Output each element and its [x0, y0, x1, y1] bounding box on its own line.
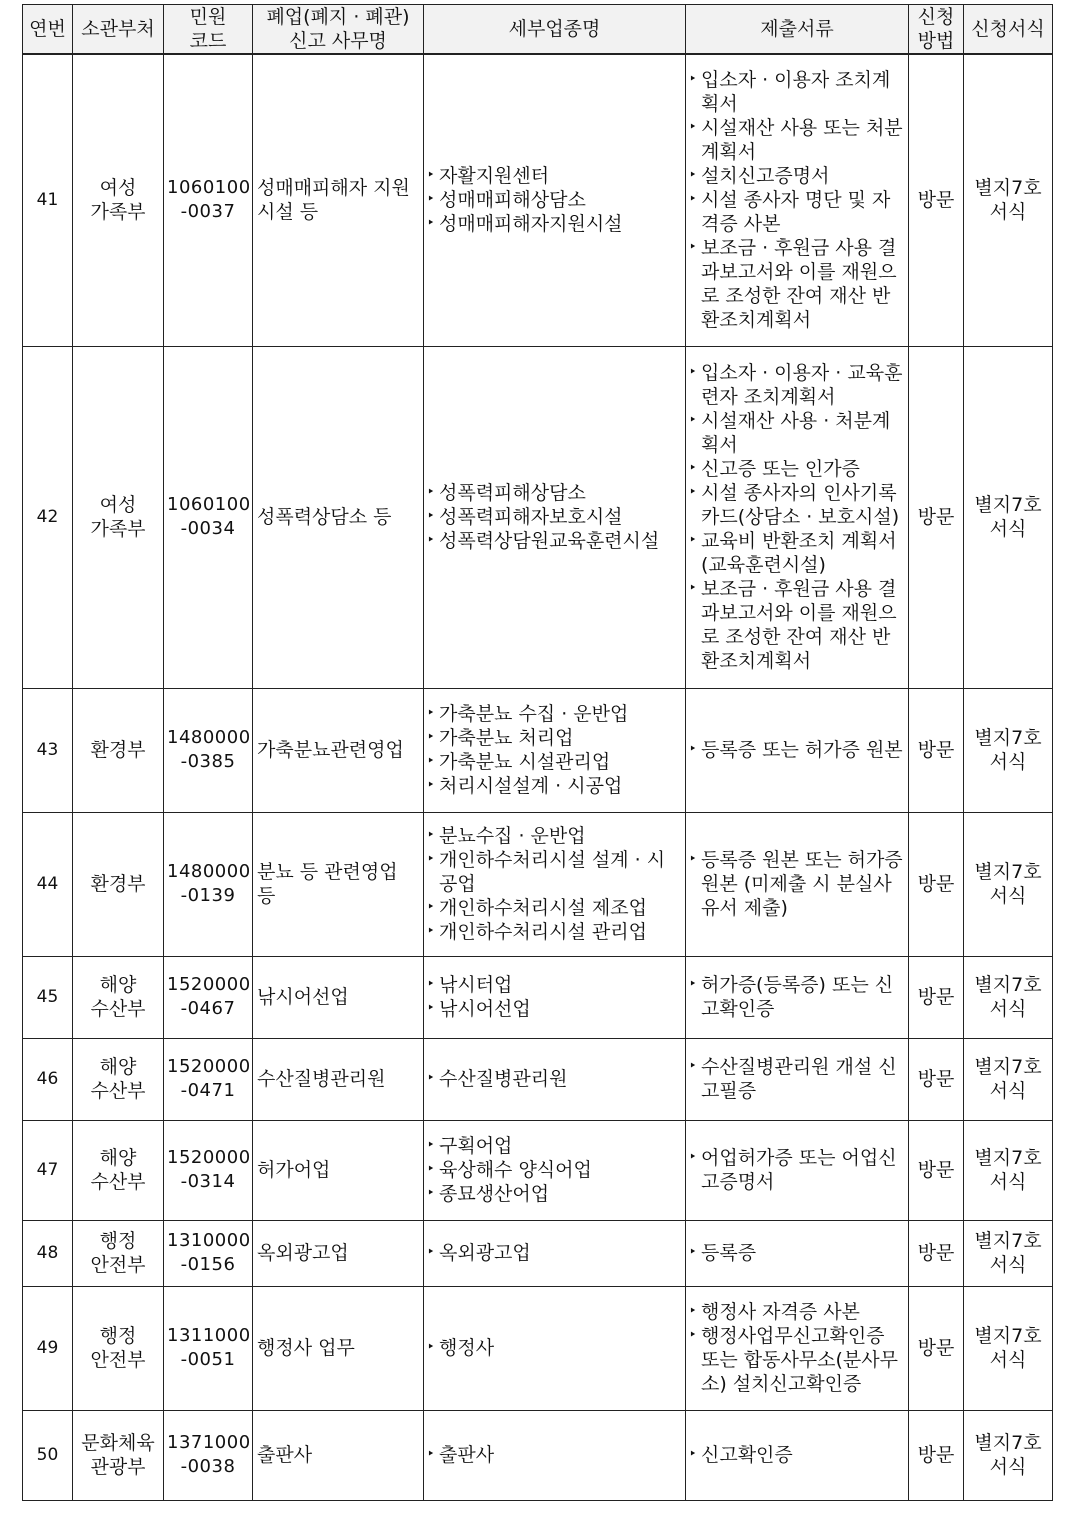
- form-line: 별지7호: [974, 1056, 1042, 1078]
- table-row: [23, 1120, 1053, 1220]
- row-office-name: 행정사 업무: [253, 1286, 424, 1410]
- form-line: 별지7호: [974, 861, 1042, 883]
- business-item: ‣ 개인하수처리시설 관리업: [427, 920, 682, 944]
- document-item: ‣ 신고증 또는 인가증: [689, 457, 905, 481]
- code-line: -0385: [180, 751, 236, 772]
- business-item: ‣ 개인하수처리시설 제조업: [427, 896, 682, 920]
- header-form: 신청서식: [964, 5, 1053, 55]
- business-list: [427, 1443, 682, 1467]
- dept-line: 수산부: [90, 1080, 146, 1102]
- table-row: [23, 956, 1053, 1038]
- dept-line: 해양: [99, 1056, 137, 1078]
- form-line: 서식: [989, 998, 1027, 1020]
- business-item: ‣ 성매매피해상담소: [427, 188, 682, 212]
- document-item: ‣ 설치신고증명서: [689, 164, 905, 188]
- dept-line: 환경부: [90, 739, 146, 761]
- business-item: ‣ 처리시설설계 · 시공업: [427, 774, 682, 798]
- row-code: [164, 1038, 253, 1120]
- row-number: 45: [23, 956, 73, 1038]
- form-line: 별지7호: [974, 1147, 1042, 1169]
- form-line: 서식: [989, 751, 1027, 773]
- business-item: ‣ 분뇨수집 · 운반업: [427, 824, 682, 848]
- dept-line: 가족부: [90, 201, 146, 224]
- document-item: ‣ 등록증: [689, 1241, 905, 1265]
- row-business: [424, 1120, 686, 1220]
- row-business: [424, 1038, 686, 1120]
- table-row: [23, 1220, 1053, 1286]
- form-line: 별지7호: [974, 974, 1042, 996]
- form-line: 서식: [989, 1456, 1027, 1478]
- row-business: [424, 346, 686, 688]
- code-line: -0467: [180, 998, 236, 1019]
- code-line: 1060100: [167, 177, 251, 199]
- row-business: [424, 1410, 686, 1500]
- row-documents: [686, 1286, 909, 1410]
- dept-line: 안전부: [90, 1349, 146, 1371]
- form-line: 별지7호: [974, 1432, 1042, 1454]
- row-code: [164, 812, 253, 956]
- row-dept: [73, 1120, 164, 1220]
- row-documents: [686, 346, 909, 688]
- row-office-name: 성매매피해자 지원시설 등: [253, 54, 424, 346]
- document-item: ‣ 보조금 · 후원금 사용 결과보고서와 이를 재원으로 조성한 잔여 재산 반환조치계획서: [689, 577, 905, 673]
- business-item: ‣ 가축분뇨 처리업: [427, 726, 682, 750]
- table-body: [23, 54, 1053, 1500]
- row-form: [964, 1220, 1053, 1286]
- row-method: 방문: [909, 346, 964, 688]
- document-item: ‣ 시설 종사자 명단 및 자격증 사본: [689, 188, 905, 236]
- business-item: ‣ 자활지원센터: [427, 164, 682, 188]
- row-dept: [73, 1038, 164, 1120]
- form-line: 서식: [989, 201, 1027, 224]
- form-line: 서식: [989, 885, 1027, 907]
- row-business: [424, 688, 686, 812]
- form-line: 서식: [989, 1349, 1027, 1371]
- business-list: [427, 1134, 682, 1206]
- row-form: [964, 54, 1053, 346]
- row-number: 49: [23, 1286, 73, 1410]
- header-office: 폐업(폐지 · 폐관) 신고 사무명: [253, 5, 424, 55]
- document-list: [689, 68, 905, 332]
- business-item: ‣ 출판사: [427, 1443, 682, 1467]
- table-row: [23, 346, 1053, 688]
- document-list: [689, 1300, 905, 1396]
- code-line: 1480000: [167, 727, 251, 748]
- dept-line: 관광부: [90, 1456, 146, 1478]
- row-documents: [686, 956, 909, 1038]
- row-dept: [73, 1220, 164, 1286]
- row-dept: [73, 956, 164, 1038]
- business-item: ‣ 낚시어선업: [427, 997, 682, 1021]
- table-row: [23, 688, 1053, 812]
- document-item: ‣ 입소자 · 이용자 조치계획서: [689, 68, 905, 116]
- row-method: 방문: [909, 1220, 964, 1286]
- row-method: 방문: [909, 956, 964, 1038]
- business-list: [427, 824, 682, 944]
- row-number: 43: [23, 688, 73, 812]
- form-line: 별지7호: [974, 727, 1042, 749]
- row-office-name: 출판사: [253, 1410, 424, 1500]
- business-item: ‣ 구획어업: [427, 1134, 682, 1158]
- business-list: [427, 1336, 682, 1360]
- row-number: 46: [23, 1038, 73, 1120]
- code-line: -0139: [180, 885, 236, 906]
- document-item: ‣ 행정사업무신고확인증 또는 합동사무소(분사무소) 설치신고확인증: [689, 1324, 905, 1396]
- code-line: -0038: [180, 1456, 236, 1477]
- business-item: ‣ 성폭력상담원교육훈련시설: [427, 529, 682, 553]
- document-item: ‣ 등록증 원본 또는 허가증 원본 (미제출 시 분실사유서 제출): [689, 848, 905, 920]
- business-list: [427, 1241, 682, 1265]
- row-business: [424, 812, 686, 956]
- row-number: 50: [23, 1410, 73, 1500]
- row-dept: [73, 346, 164, 688]
- dept-line: 수산부: [90, 1171, 146, 1193]
- form-line: 별지7호: [974, 494, 1042, 516]
- row-business: [424, 54, 686, 346]
- dept-line: 행정: [99, 1230, 137, 1252]
- code-line: -0156: [180, 1254, 236, 1275]
- code-line: 1480000: [167, 861, 251, 882]
- row-office-name: 허가어업: [253, 1120, 424, 1220]
- row-office-name: 분뇨 등 관련영업 등: [253, 812, 424, 956]
- document-list: [689, 848, 905, 920]
- dept-line: 해양: [99, 974, 137, 996]
- row-form: [964, 346, 1053, 688]
- header-method: 신청 방법: [909, 5, 964, 55]
- form-line: 서식: [989, 1171, 1027, 1193]
- document-list: [689, 1055, 905, 1103]
- document-item: ‣ 수산질병관리원 개설 신고필증: [689, 1055, 905, 1103]
- document-list: [689, 361, 905, 673]
- dept-line: 가족부: [90, 518, 146, 540]
- row-dept: [73, 54, 164, 346]
- row-code: [164, 1410, 253, 1500]
- row-code: [164, 956, 253, 1038]
- header-code: 민원 코드: [164, 5, 253, 55]
- document-item: ‣ 어업허가증 또는 어업신고증명서: [689, 1146, 905, 1194]
- document-item: ‣ 신고확인증: [689, 1443, 905, 1467]
- business-item: ‣ 성매매피해자지원시설: [427, 212, 682, 236]
- row-documents: [686, 1220, 909, 1286]
- row-form: [964, 1286, 1053, 1410]
- row-number: 41: [23, 54, 73, 346]
- dept-line: 안전부: [90, 1254, 146, 1276]
- row-form: [964, 956, 1053, 1038]
- business-item: ‣ 종묘생산어업: [427, 1182, 682, 1206]
- document-item: ‣ 시설재산 사용 · 처분계획서: [689, 409, 905, 457]
- table-row: [23, 812, 1053, 956]
- header-documents: 제출서류: [686, 5, 909, 55]
- document-item: ‣ 등록증 또는 허가증 원본: [689, 738, 905, 762]
- row-form: [964, 1410, 1053, 1500]
- row-code: [164, 54, 253, 346]
- code-line: 1310000: [167, 1230, 251, 1251]
- row-form: [964, 1038, 1053, 1120]
- row-method: 방문: [909, 1120, 964, 1220]
- dept-line: 여성: [99, 177, 137, 200]
- row-documents: [686, 812, 909, 956]
- row-method: 방문: [909, 54, 964, 346]
- business-item: ‣ 옥외광고업: [427, 1241, 682, 1265]
- code-line: 1311000: [167, 1325, 251, 1346]
- row-documents: [686, 1120, 909, 1220]
- business-item: ‣ 낚시터업: [427, 973, 682, 997]
- row-office-name: 낚시어선업: [253, 956, 424, 1038]
- row-method: 방문: [909, 1410, 964, 1500]
- table-row: [23, 1038, 1053, 1120]
- header-dept: 소관부처: [73, 5, 164, 55]
- row-number: 42: [23, 346, 73, 688]
- row-code: [164, 1120, 253, 1220]
- document-list: [689, 973, 905, 1021]
- document-item: ‣ 보조금 · 후원금 사용 결과보고서와 이를 재원으로 조성한 잔여 재산 반환조치계획서: [689, 236, 905, 332]
- form-line: 별지7호: [974, 177, 1042, 200]
- row-office-name: 수산질병관리원: [253, 1038, 424, 1120]
- row-method: 방문: [909, 812, 964, 956]
- business-item: ‣ 육상해수 양식어업: [427, 1158, 682, 1182]
- form-line: 서식: [989, 1254, 1027, 1276]
- document-item: ‣ 입소자 · 이용자 · 교육훈련자 조치계획서: [689, 361, 905, 409]
- dept-line: 해양: [99, 1147, 137, 1169]
- row-business: [424, 956, 686, 1038]
- row-business: [424, 1220, 686, 1286]
- document-list: [689, 1241, 905, 1265]
- row-form: [964, 812, 1053, 956]
- code-line: -0037: [180, 201, 236, 223]
- dept-line: 여성: [99, 494, 137, 516]
- license-closure-table: [22, 4, 1053, 1501]
- row-number: 44: [23, 812, 73, 956]
- code-line: 1520000: [167, 974, 251, 995]
- row-documents: [686, 1038, 909, 1120]
- business-item: ‣ 행정사: [427, 1336, 682, 1360]
- row-number: 47: [23, 1120, 73, 1220]
- document-item: ‣ 교육비 반환조치 계획서(교육훈련시설): [689, 529, 905, 577]
- table-row: [23, 1410, 1053, 1500]
- business-list: [427, 481, 682, 553]
- document-item: ‣ 시설 종사자의 인사기록카드(상담소 · 보호시설): [689, 481, 905, 529]
- header-business: 세부업종명: [424, 5, 686, 55]
- dept-line: 행정: [99, 1325, 137, 1347]
- row-documents: [686, 54, 909, 346]
- dept-line: 수산부: [90, 998, 146, 1020]
- business-item: ‣ 수산질병관리원: [427, 1067, 682, 1091]
- table-header: [23, 5, 1053, 55]
- row-business: [424, 1286, 686, 1410]
- row-dept: [73, 812, 164, 956]
- code-line: -0471: [180, 1080, 236, 1101]
- document-item: ‣ 시설재산 사용 또는 처분계획서: [689, 116, 905, 164]
- code-line: 1371000: [167, 1432, 251, 1453]
- document-list: [689, 738, 905, 762]
- row-form: [964, 1120, 1053, 1220]
- business-item: ‣ 가축분뇨 수집 · 운반업: [427, 702, 682, 726]
- row-dept: [73, 1410, 164, 1500]
- row-dept: [73, 1286, 164, 1410]
- row-documents: [686, 688, 909, 812]
- row-office-name: 옥외광고업: [253, 1220, 424, 1286]
- business-item: ‣ 성폭력피해자보호시설: [427, 505, 682, 529]
- form-line: 서식: [989, 1080, 1027, 1102]
- row-office-name: 가축분뇨관련영업: [253, 688, 424, 812]
- code-line: 1520000: [167, 1056, 251, 1077]
- code-line: -0314: [180, 1171, 236, 1192]
- document-item: ‣ 행정사 자격증 사본: [689, 1300, 905, 1324]
- business-list: [427, 702, 682, 798]
- code-line: -0051: [180, 1349, 236, 1370]
- code-line: -0034: [180, 518, 236, 539]
- row-code: [164, 1220, 253, 1286]
- row-documents: [686, 1410, 909, 1500]
- form-line: 서식: [989, 518, 1027, 540]
- business-list: [427, 164, 682, 236]
- dept-line: 문화체육: [81, 1432, 155, 1454]
- row-dept: [73, 688, 164, 812]
- row-method: 방문: [909, 1286, 964, 1410]
- form-line: 별지7호: [974, 1325, 1042, 1347]
- table-row: [23, 1286, 1053, 1410]
- business-item: ‣ 성폭력피해상담소: [427, 481, 682, 505]
- business-list: [427, 973, 682, 1021]
- dept-line: 환경부: [90, 873, 146, 895]
- form-line: 별지7호: [974, 1230, 1042, 1252]
- row-code: [164, 346, 253, 688]
- row-code: [164, 688, 253, 812]
- table-row: [23, 54, 1053, 346]
- document-list: [689, 1443, 905, 1467]
- document-list: [689, 1146, 905, 1194]
- document-item: ‣ 허가증(등록증) 또는 신고확인증: [689, 973, 905, 1021]
- business-item: ‣ 가축분뇨 시설관리업: [427, 750, 682, 774]
- row-number: 48: [23, 1220, 73, 1286]
- row-method: 방문: [909, 1038, 964, 1120]
- business-list: [427, 1067, 682, 1091]
- code-line: 1060100: [167, 494, 251, 515]
- business-item: ‣ 개인하수처리시설 설계 · 시공업: [427, 848, 682, 896]
- row-code: [164, 1286, 253, 1410]
- code-line: 1520000: [167, 1147, 251, 1168]
- row-office-name: 성폭력상담소 등: [253, 346, 424, 688]
- row-method: 방문: [909, 688, 964, 812]
- row-form: [964, 688, 1053, 812]
- header-no: 연번: [23, 5, 73, 55]
